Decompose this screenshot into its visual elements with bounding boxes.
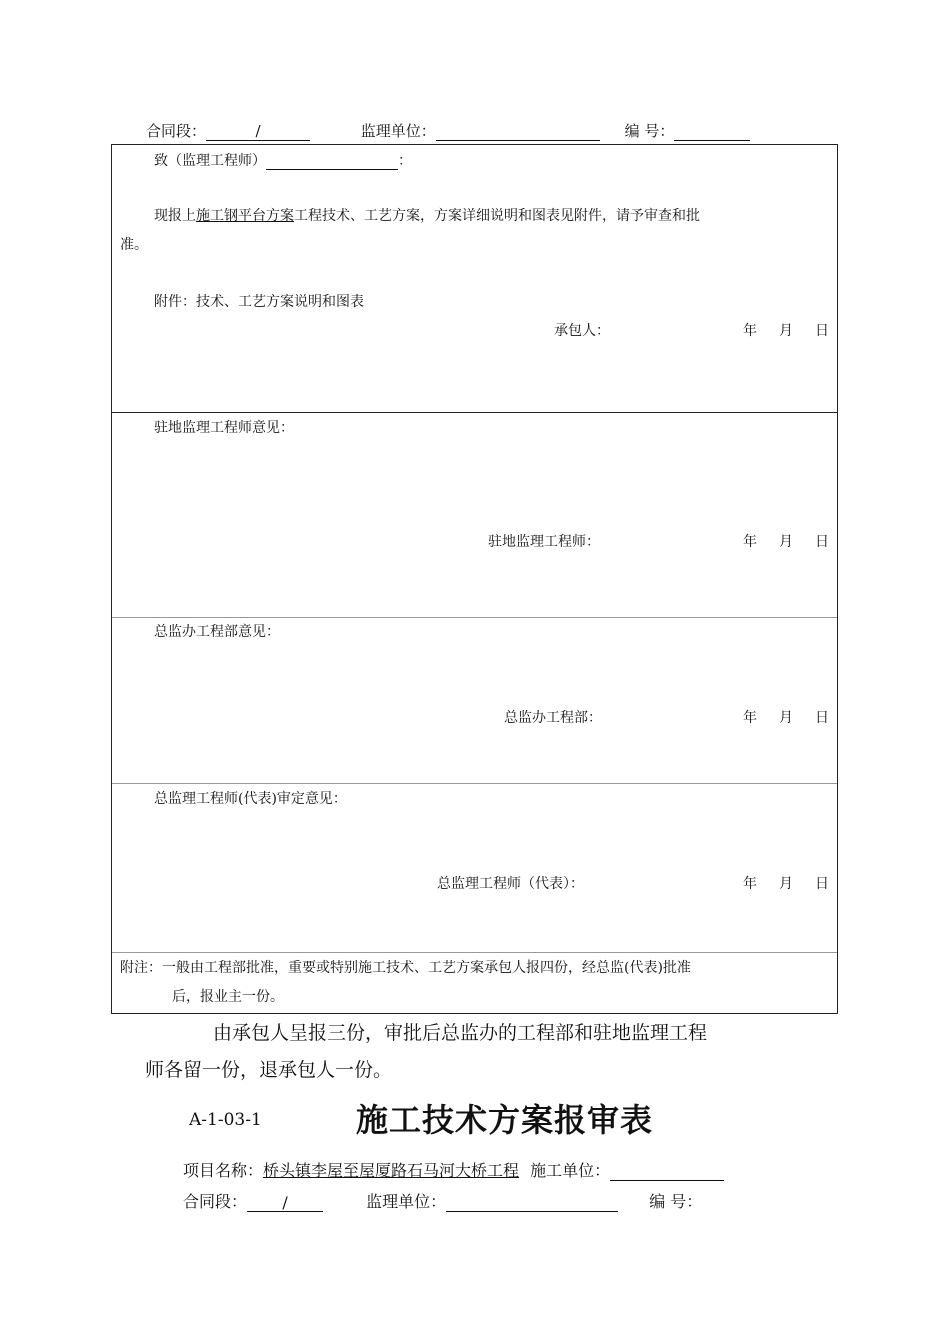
number-field[interactable] [674,123,750,141]
supervisor-unit-label: 监理单位： [360,122,436,140]
month-label: 月 [779,534,793,550]
submission-body [154,205,700,225]
chief-office-date [743,707,829,727]
project-line [183,1158,724,1181]
contract-label: 合同段： [183,1192,248,1211]
day-label: 日 [815,534,829,550]
day-label: 日 [815,876,829,892]
form-code: A-1-03-1 [189,1110,262,1130]
chief-engineer-date [743,873,829,893]
to-label: 致（监理工程师） [154,153,266,169]
contract-field[interactable]: / [247,1194,323,1212]
submission-body-wrap: 准。 [120,237,148,253]
top-header [146,120,750,141]
resident-supervisor-date [743,531,829,551]
supervisor-unit-field[interactable] [446,1194,618,1212]
supervisor-unit-label: 监理单位： [366,1192,447,1211]
contract-field[interactable]: / [206,123,310,141]
number-label: 编 号： [649,1192,703,1211]
attachment-line: 附件：技术、工艺方案说明和图表 [154,294,364,310]
contractor-signer-label: 承包人： [554,323,610,339]
day-label: 日 [815,323,829,339]
number-label: 编 号： [624,122,675,140]
second-contract-line [183,1189,702,1212]
construction-unit-label: 施工单位： [530,1161,611,1180]
day-label: 日 [815,710,829,726]
chief-engineer-opinion-label: 总监理工程师(代表)审定意见： [154,791,347,807]
section-divider [112,952,837,953]
project-name: 施工钢平台方案 [196,208,294,224]
approval-form-table [111,144,838,1014]
month-label: 月 [779,710,793,726]
to-supervisor-line [154,150,412,170]
distribution-line-1: 由承包人呈报三份，审批后总监办的工程部和驻地监理工程 [213,1022,708,1044]
form-title: 施工技术方案报审表 [356,1101,654,1139]
project-name-value: 桥头镇李屋至屋厦路石马河大桥工程 [263,1161,520,1180]
section-divider [112,412,837,413]
supervisor-name-field[interactable] [266,155,398,170]
month-label: 月 [779,323,793,339]
colon: ： [398,153,412,169]
year-label: 年 [743,323,757,339]
year-label: 年 [743,710,757,726]
distribution-line-2: 师各留一份，退承包人一份。 [145,1059,393,1081]
month-label: 月 [779,876,793,892]
project-label: 项目名称： [183,1161,264,1180]
supervisor-unit-field[interactable] [436,123,600,141]
year-label: 年 [743,534,757,550]
contractor-date [743,320,829,340]
chief-engineer-signer-label: 总监理工程师（代表）： [437,876,584,892]
body-suffix: 工程技术、工艺方案，方案详细说明和图表见附件，请予审查和批 [294,208,700,224]
section-divider [112,783,837,784]
section-divider [112,617,837,618]
construction-unit-field[interactable] [610,1163,724,1181]
note-line-2: 后，报业主一份。 [172,989,284,1005]
contract-label: 合同段： [146,122,207,140]
chief-office-opinion-label: 总监办工程部意见： [154,624,280,640]
body-prefix: 现报上 [154,208,196,224]
chief-office-signer-label: 总监办工程部： [504,710,602,726]
note-line-1: 附注：一般由工程部批准，重要或特别施工技术、工艺方案承包人报四份，经总监(代表)批准 [120,960,691,976]
resident-supervisor-signer-label: 驻地监理工程师： [488,534,600,550]
year-label: 年 [743,876,757,892]
resident-supervisor-opinion-label: 驻地监理工程师意见： [154,420,294,436]
